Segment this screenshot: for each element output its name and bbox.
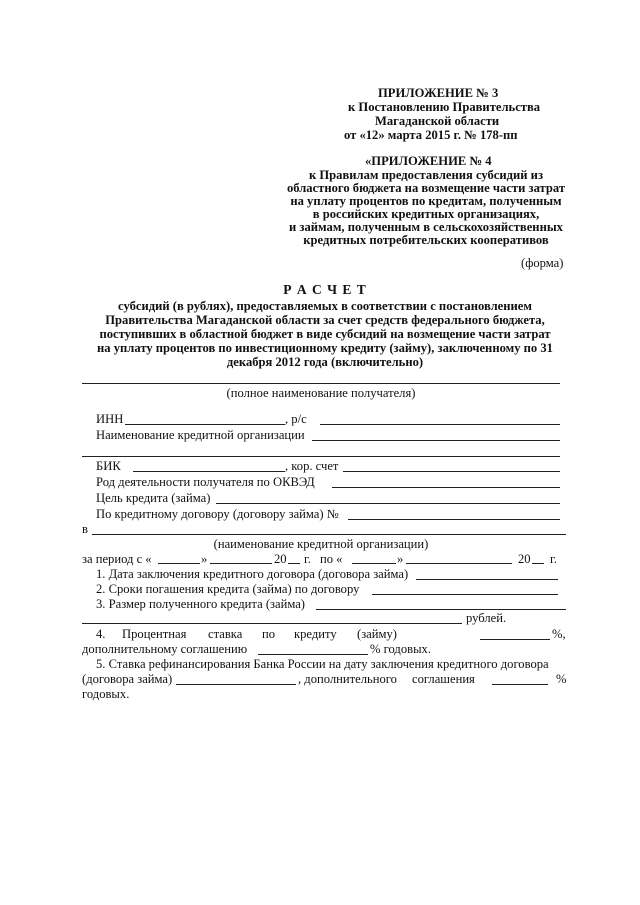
contract-number-field[interactable] [348,519,560,520]
purpose-label: Цель кредита (займа) [96,491,211,505]
item4-number: 4. [96,627,106,641]
rs-label: , р/с [285,412,307,426]
credit-org-field-2[interactable] [82,456,560,457]
period-start-label: за период с « [82,552,152,566]
decree-line1: к Постановлению Правительства [348,100,541,114]
bik-field[interactable] [133,471,285,472]
period-end-year-field[interactable] [532,563,544,564]
rs-field[interactable] [320,424,560,425]
period-year-prefix2: 20 [518,552,531,566]
item2-field[interactable] [372,594,558,595]
period-quote2: » [397,552,404,566]
item5-part-a: (договора займа) [82,672,173,686]
title-line4: на уплату процентов по инвестиционному кредиту (займу), заключенному по 31 [97,341,553,355]
rules-line4: в российских кредитных организациях, [312,207,540,221]
rules-line3: на уплату процентов по кредитам, полученным [290,194,562,208]
period-start-year-field[interactable] [288,563,300,564]
title-line2: Правительства Магаданской области за счет средств федерального бюджета, [105,313,545,327]
form-label: (форма) [521,256,564,270]
item5-part-b: , дополнительного [298,672,397,686]
item3-field[interactable] [316,609,566,610]
doc-heading: Р А С Ч Е Т [283,282,367,297]
item4-word2: ставка [208,627,243,641]
v-label: в [82,522,88,536]
item4-word1: Процентная [122,627,187,641]
rules-line2: областного бюджета на возмещение части затрат [286,181,566,195]
item5-rate-field[interactable] [176,684,296,685]
period-start-month-field[interactable] [210,563,272,564]
item5-percent: % [556,672,567,686]
item1-label: 1. Дата заключения кредитного договора (договора займа) [96,567,409,581]
item5-part-c: соглашения [412,672,475,686]
rules-line1: к Правилам предоставления субсидий из [308,168,544,182]
period-po-label: по « [320,552,343,566]
title-line5: декабря 2012 года (включительно) [226,355,424,369]
kor-account-label: , кор. счет [285,459,339,473]
credit-org-field[interactable] [312,440,560,441]
period-end-day-field[interactable] [352,563,396,564]
purpose-field[interactable] [216,503,560,504]
period-g2: г. [550,552,557,566]
credit-org-name-field[interactable] [92,534,566,535]
appendix4-title: «ПРИЛОЖЕНИЕ № 4 [365,154,492,168]
appendix3-title: ПРИЛОЖЕНИЕ № 3 [378,86,499,100]
item4-word3: по [262,627,276,641]
okved-field[interactable] [332,487,560,488]
credit-org-label: Наименование кредитной организации [96,428,305,442]
credit-org-caption: (наименование кредитной организации) [213,537,429,551]
okved-label: Род деятельности получателя по ОКВЭД [96,475,315,489]
item4-word5: (займу) [357,627,397,641]
inn-label: ИНН [96,412,124,426]
decree-line3: от «12» марта 2015 г. № 178-пп [344,128,518,142]
inn-field[interactable] [125,424,285,425]
period-g1: г. [304,552,311,566]
item4-percent: %, [552,627,566,641]
item2-label: 2. Сроки погашения кредита (займа) по договору [96,582,360,596]
contract-label: По кредитному договору (договору займа) № [96,507,339,521]
item4-addendum-field[interactable] [258,654,368,655]
recipient-caption: (полное наименование получателя) [226,386,416,400]
period-quote1: » [201,552,208,566]
rubles-label: рублей. [466,611,507,625]
period-year-prefix1: 20 [274,552,287,566]
item4-word4: кредиту [294,627,337,641]
item3-label: 3. Размер полученного кредита (займа) [96,597,305,611]
bik-label: БИК [96,459,121,473]
period-end-month-field[interactable] [406,563,512,564]
item5-line3: годовых. [82,687,130,701]
kor-account-field[interactable] [343,471,560,472]
title-line1: субсидий (в рублях), предоставляемых в соответствии с постановлением [118,299,532,313]
item4-annual-label: % годовых. [370,642,431,656]
rules-line5: и займам, полученным в сельскохозяйственных [289,220,563,234]
period-start-day-field[interactable] [158,563,200,564]
recipient-name-field[interactable] [82,383,560,384]
item5-line1: 5. Ставка рефинансирования Банка России на дату заключения кредитного договора [96,657,549,671]
item5-addendum-field[interactable] [492,684,548,685]
item4-line2-label: дополнительному соглашению [82,642,248,656]
item4-rate-field[interactable] [480,639,550,640]
decree-line2: Магаданской области [375,114,500,128]
rules-line6: кредитных потребительских кооперативов [303,233,549,247]
item1-field[interactable] [416,579,558,580]
title-line3: поступивших в областной бюджет в виде субсидий на возмещение части затрат [99,327,551,341]
item3-field-2[interactable] [82,623,462,624]
